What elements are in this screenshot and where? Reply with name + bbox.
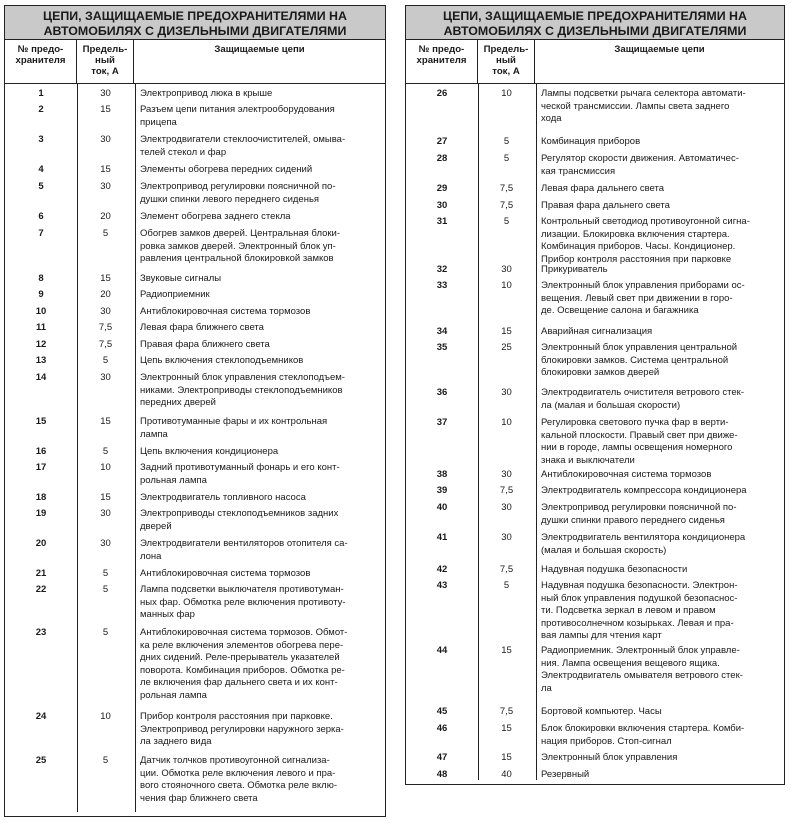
- fuse-number: 48: [436, 769, 448, 780]
- fuse-number: 40: [436, 502, 448, 513]
- fuse-circuits: Прикуриватель: [541, 264, 608, 275]
- fuse-circuits: Надувная подушка безопасности. Электрон- ный блок управления подушкой безопаснос- ти. Подсветка зеркал в левом и правом противосолнечном козырьках. Левая и пра- вая лампы для чтения карт: [541, 580, 738, 642]
- fuse-circuits: Резервный: [541, 769, 590, 780]
- header-fuse-number: [5, 40, 77, 83]
- fuse-circuits: Электронный блок управления стеклоподъем- никами. Электроприводы стеклоподъемников передних дверей: [140, 372, 345, 409]
- fuse-circuits: Электропривод регулировки поясничной по- душки спинки правого переднего сиденья: [541, 502, 737, 526]
- fuse-number: 16: [35, 446, 47, 457]
- fuse-amperage: 30: [501, 469, 512, 480]
- fuse-number: 10: [35, 306, 47, 317]
- fuse-amperage: 30: [100, 134, 111, 145]
- fuse-number: 17: [35, 462, 47, 473]
- fuse-number: 24: [35, 711, 47, 722]
- fuse-number: 3: [38, 134, 44, 145]
- header-line: хранителя: [416, 55, 467, 66]
- fuse-circuits: Разъем цепи питания электрооборудования прицепа: [140, 104, 335, 128]
- fuse-table-right: [405, 5, 785, 785]
- fuse-amperage: 30: [501, 502, 512, 513]
- fuse-number: 32: [436, 264, 448, 275]
- fuse-amperage: 15: [100, 164, 111, 175]
- fuse-circuits: Электропривод люка в крыше: [140, 88, 273, 99]
- fuse-amperage: 40: [501, 769, 512, 780]
- fuse-number: 29: [436, 183, 448, 194]
- fuse-amperage: 7,5: [98, 339, 113, 350]
- fuse-circuits: Блок блокировки включения стартера. Комби- нация приборов. Стоп-сигнал: [541, 723, 745, 747]
- title-line: АВТОМОБИЛЯХ С ДИЗЕЛЬНЫМИ ДВИГАТЕЛЯМИ: [443, 24, 747, 38]
- fuse-table-left: [4, 5, 386, 817]
- table-title: [406, 6, 784, 40]
- fuse-circuits: Датчик толчков противоугонной сигнализа- ции. Обмотка реле включения левого и пра- вого стояночного света. Обмотка реле вклю- чения фар ближнего света: [140, 755, 337, 804]
- fuse-number: 30: [436, 200, 448, 211]
- fuse-circuits: Радиоприемник: [140, 289, 210, 300]
- fuse-circuits: Антиблокировочная система тормозов: [140, 306, 311, 317]
- fuse-amperage: 30: [501, 387, 512, 398]
- fuse-amperage: 15: [501, 326, 512, 337]
- fuse-number: 37: [436, 417, 448, 428]
- fuse-number: 44: [436, 645, 448, 656]
- fuse-circuits: Правая фара ближнего света: [140, 339, 270, 350]
- fuse-circuits: Электродвигатель компрессора кондиционера: [541, 485, 747, 496]
- header-line: № предо-: [418, 44, 465, 55]
- fuse-number: 21: [35, 568, 47, 579]
- header-amperage: [77, 40, 134, 83]
- fuse-circuits: Электродвигатель вентилятора кондиционера (малая и большая скорость): [541, 532, 746, 556]
- fuse-amperage: 5: [102, 228, 109, 239]
- fuse-amperage: 15: [501, 723, 512, 734]
- fuse-number: 46: [436, 723, 448, 734]
- fuse-amperage: 15: [100, 416, 111, 427]
- header-amperage: [478, 40, 535, 83]
- fuse-circuits: Лампа подсветки выключателя противотуман- ных фар. Обмотка реле включения противоту- манных фар: [140, 584, 346, 621]
- fuse-circuits: Электропривод регулировки поясничной по- душки спинки левого переднего сиденья: [140, 181, 336, 205]
- fuse-amperage: 15: [501, 645, 512, 656]
- fuse-circuits: Надувная подушка безопасности: [541, 564, 688, 575]
- fuse-amperage: 5: [102, 584, 109, 595]
- fuse-circuits: Электродвигатель топливного насоса: [140, 492, 306, 503]
- fuse-amperage: 20: [100, 289, 111, 300]
- header-fuse-number: [406, 40, 478, 83]
- fuse-amperage: 30: [100, 538, 111, 549]
- fuse-circuits: Регулятор скорости движения. Автоматичес- кая трансмиссия: [541, 153, 739, 177]
- fuse-number: 6: [38, 211, 44, 222]
- fuse-amperage: 7,5: [499, 564, 514, 575]
- fuse-circuits: Лампы подсветки рычага селектора автомати- ческой трансмиссии. Лампы света заднего хода: [541, 88, 746, 125]
- header-line: Защищаемые цепи: [214, 44, 305, 55]
- fuse-number: 38: [436, 469, 448, 480]
- fuse-amperage: 10: [501, 280, 512, 291]
- fuse-circuits: Электронный блок управления приборами ос- вещения. Левый свет при движении в горо- де. Освещение салона и багажника: [541, 280, 745, 317]
- header-line: ток, А: [492, 66, 520, 77]
- fuse-number: 18: [35, 492, 47, 503]
- fuse-number: 23: [35, 627, 47, 638]
- fuse-amperage: 15: [501, 752, 512, 763]
- fuse-number: 1: [38, 88, 44, 99]
- title-line: ЦЕПИ, ЗАЩИЩАЕМЫЕ ПРЕДОХРАНИТЕЛЯМИ НА: [43, 9, 347, 23]
- fuse-number: 22: [35, 584, 47, 595]
- fuse-circuits: Цепь включения кондиционера: [140, 446, 279, 457]
- table-body: [406, 84, 784, 780]
- table-header: [5, 40, 385, 84]
- fuse-circuits: Левая фара дальнего света: [541, 183, 665, 194]
- fuse-number: 25: [35, 755, 47, 766]
- fuse-number: 41: [436, 532, 448, 543]
- fuse-amperage: 15: [100, 104, 111, 115]
- fuse-number: 15: [35, 416, 47, 427]
- fuse-amperage: 5: [503, 216, 510, 227]
- fuse-amperage: 10: [501, 417, 512, 428]
- fuse-amperage: 30: [100, 306, 111, 317]
- header-circuits: [134, 40, 385, 83]
- fuse-circuits: Электродвигатели вентиляторов отопителя са- лона: [140, 538, 348, 562]
- fuse-amperage: 7,5: [499, 183, 514, 194]
- fuse-circuits: Антиблокировочная система тормозов: [541, 469, 712, 480]
- fuse-circuits: Левая фара ближнего света: [140, 322, 264, 333]
- fuse-circuits: Антиблокировочная система тормозов: [140, 568, 311, 579]
- table-body: [5, 84, 385, 812]
- fuse-circuits: Элемент обогрева заднего стекла: [140, 211, 291, 222]
- fuse-amperage: 30: [501, 264, 512, 275]
- fuse-amperage: 7,5: [499, 706, 514, 717]
- header-line: ток, А: [91, 66, 119, 77]
- fuse-number: 20: [35, 538, 47, 549]
- fuse-amperage: 5: [102, 755, 109, 766]
- fuse-amperage: 30: [501, 532, 512, 543]
- fuse-amperage: 7,5: [98, 322, 113, 333]
- fuse-number: 27: [436, 136, 448, 147]
- fuse-number: 4: [38, 164, 44, 175]
- fuse-amperage: 30: [100, 508, 111, 519]
- fuse-number: 42: [436, 564, 448, 575]
- fuse-circuits: Задний противотуманный фонарь и его конт- рольная лампа: [140, 462, 340, 486]
- fuse-amperage: 5: [503, 153, 510, 164]
- fuse-number: 26: [436, 88, 448, 99]
- fuse-amperage: 5: [102, 355, 109, 366]
- header-line: ный: [95, 55, 115, 66]
- header-line: Предель-: [483, 44, 529, 55]
- fuse-amperage: 10: [501, 88, 512, 99]
- fuse-circuits: Электродвигатели стеклоочистителей, омыва- телей стекол и фар: [140, 134, 346, 158]
- fuse-amperage: 10: [100, 462, 111, 473]
- fuse-amperage: 5: [102, 568, 109, 579]
- header-line: хранителя: [15, 55, 66, 66]
- fuse-circuits: Противотуманные фары и их контрольная лампа: [140, 416, 328, 440]
- fuse-number: 47: [436, 752, 448, 763]
- fuse-circuits: Звуковые сигналы: [140, 273, 222, 284]
- fuse-circuits: Бортовой компьютер. Часы: [541, 706, 662, 717]
- title-line: АВТОМОБИЛЯХ С ДИЗЕЛЬНЫМИ ДВИГАТЕЛЯМИ: [43, 24, 347, 38]
- fuse-number: 9: [38, 289, 44, 300]
- fuse-number: 14: [35, 372, 47, 383]
- fuse-number: 43: [436, 580, 448, 591]
- fuse-amperage: 20: [100, 211, 111, 222]
- fuse-number: 45: [436, 706, 448, 717]
- fuse-number: 34: [436, 326, 448, 337]
- fuse-amperage: 5: [102, 446, 109, 457]
- fuse-number: 11: [35, 322, 47, 333]
- fuse-amperage: 5: [102, 627, 109, 638]
- fuse-circuits: Правая фара дальнего света: [541, 200, 670, 211]
- fuse-number: 36: [436, 387, 448, 398]
- fuse-amperage: 5: [503, 580, 510, 591]
- header-line: № предо-: [17, 44, 64, 55]
- fuse-circuits: Электродвигатель очистителя ветрового стек- ла (малая и большая скорости): [541, 387, 744, 411]
- header-circuits: [535, 40, 784, 83]
- fuse-amperage: 25: [501, 342, 512, 353]
- fuse-number: 5: [38, 181, 44, 192]
- fuse-number: 2: [38, 104, 44, 115]
- fuse-circuits: Комбинация приборов: [541, 136, 641, 147]
- fuse-number: 39: [436, 485, 448, 496]
- fuse-amperage: 15: [100, 273, 111, 284]
- fuse-amperage: 7,5: [499, 485, 514, 496]
- fuse-number: 35: [436, 342, 448, 353]
- fuse-number: 19: [35, 508, 47, 519]
- fuse-amperage: 15: [100, 492, 111, 503]
- fuse-circuits: Аварийная сигнализация: [541, 326, 653, 337]
- fuse-number: 33: [436, 280, 448, 291]
- fuse-number: 12: [35, 339, 47, 350]
- fuse-amperage: 5: [503, 136, 510, 147]
- fuse-circuits: Цепь включения стеклоподъемников: [140, 355, 304, 366]
- fuse-circuits: Обогрев замков дверей. Центральная блоки- ровка замков дверей. Электронный блок уп- равления центральной блокировкой замков: [140, 228, 341, 265]
- fuse-circuits: Антиблокировочная система тормозов. Обмот- ка реле включения элементов обогрева пере- дних сидений. Реле-прерыватель указателей поворота. Комбинация приборов. Обмотка ре- ле включения фар дальнего света и их конт- рольная лампа: [140, 627, 348, 701]
- fuse-circuits: Элементы обогрева передних сидений: [140, 164, 313, 175]
- table-header: [406, 40, 784, 84]
- fuse-number: 7: [38, 228, 44, 239]
- fuse-amperage: 30: [100, 181, 111, 192]
- title-line: ЦЕПИ, ЗАЩИЩАЕМЫЕ ПРЕДОХРАНИТЕЛЯМИ НА: [443, 9, 747, 23]
- fuse-circuits: Регулировка светового пучка фар в верти- кальной плоскости. Правый свет при движе- нии в городе, лампы освещения номерного знака и выключатели: [541, 417, 738, 466]
- fuse-number: 31: [436, 216, 448, 227]
- fuse-circuits: Электроприводы стеклоподъемников задних дверей: [140, 508, 339, 532]
- fuse-amperage: 7,5: [499, 200, 514, 211]
- header-line: Защищаемые цепи: [614, 44, 705, 55]
- fuse-circuits: Электронный блок управления центральной блокировки замков. Система центральной блокировки замков дверей: [541, 342, 738, 379]
- fuse-amperage: 30: [100, 372, 111, 383]
- fuse-circuits: Контрольный светодиод противоугонной сигна- лизации. Блокировка включения стартера. Комбинация приборов. Часы. Кондиционер. Прибор контроля расстояния при парковке: [541, 216, 750, 265]
- header-line: Предель-: [82, 44, 128, 55]
- table-title: [5, 6, 385, 40]
- fuse-number: 28: [436, 153, 448, 164]
- fuse-number: 8: [38, 273, 44, 284]
- fuse-number: 13: [35, 355, 47, 366]
- fuse-amperage: 30: [100, 88, 111, 99]
- fuse-circuits: Электронный блок управления: [541, 752, 678, 763]
- fuse-circuits: Радиоприемник. Электронный блок управле- ния. Лампа освещения вещевого ящика. Электродвигатель омывателя ветрового стек- ла: [541, 645, 743, 694]
- fuse-circuits: Прибор контроля расстояния при парковке. Электропривод регулировки наружного зерка- ла заднего вида: [140, 711, 344, 748]
- header-line: ный: [496, 55, 516, 66]
- fuse-amperage: 10: [100, 711, 111, 722]
